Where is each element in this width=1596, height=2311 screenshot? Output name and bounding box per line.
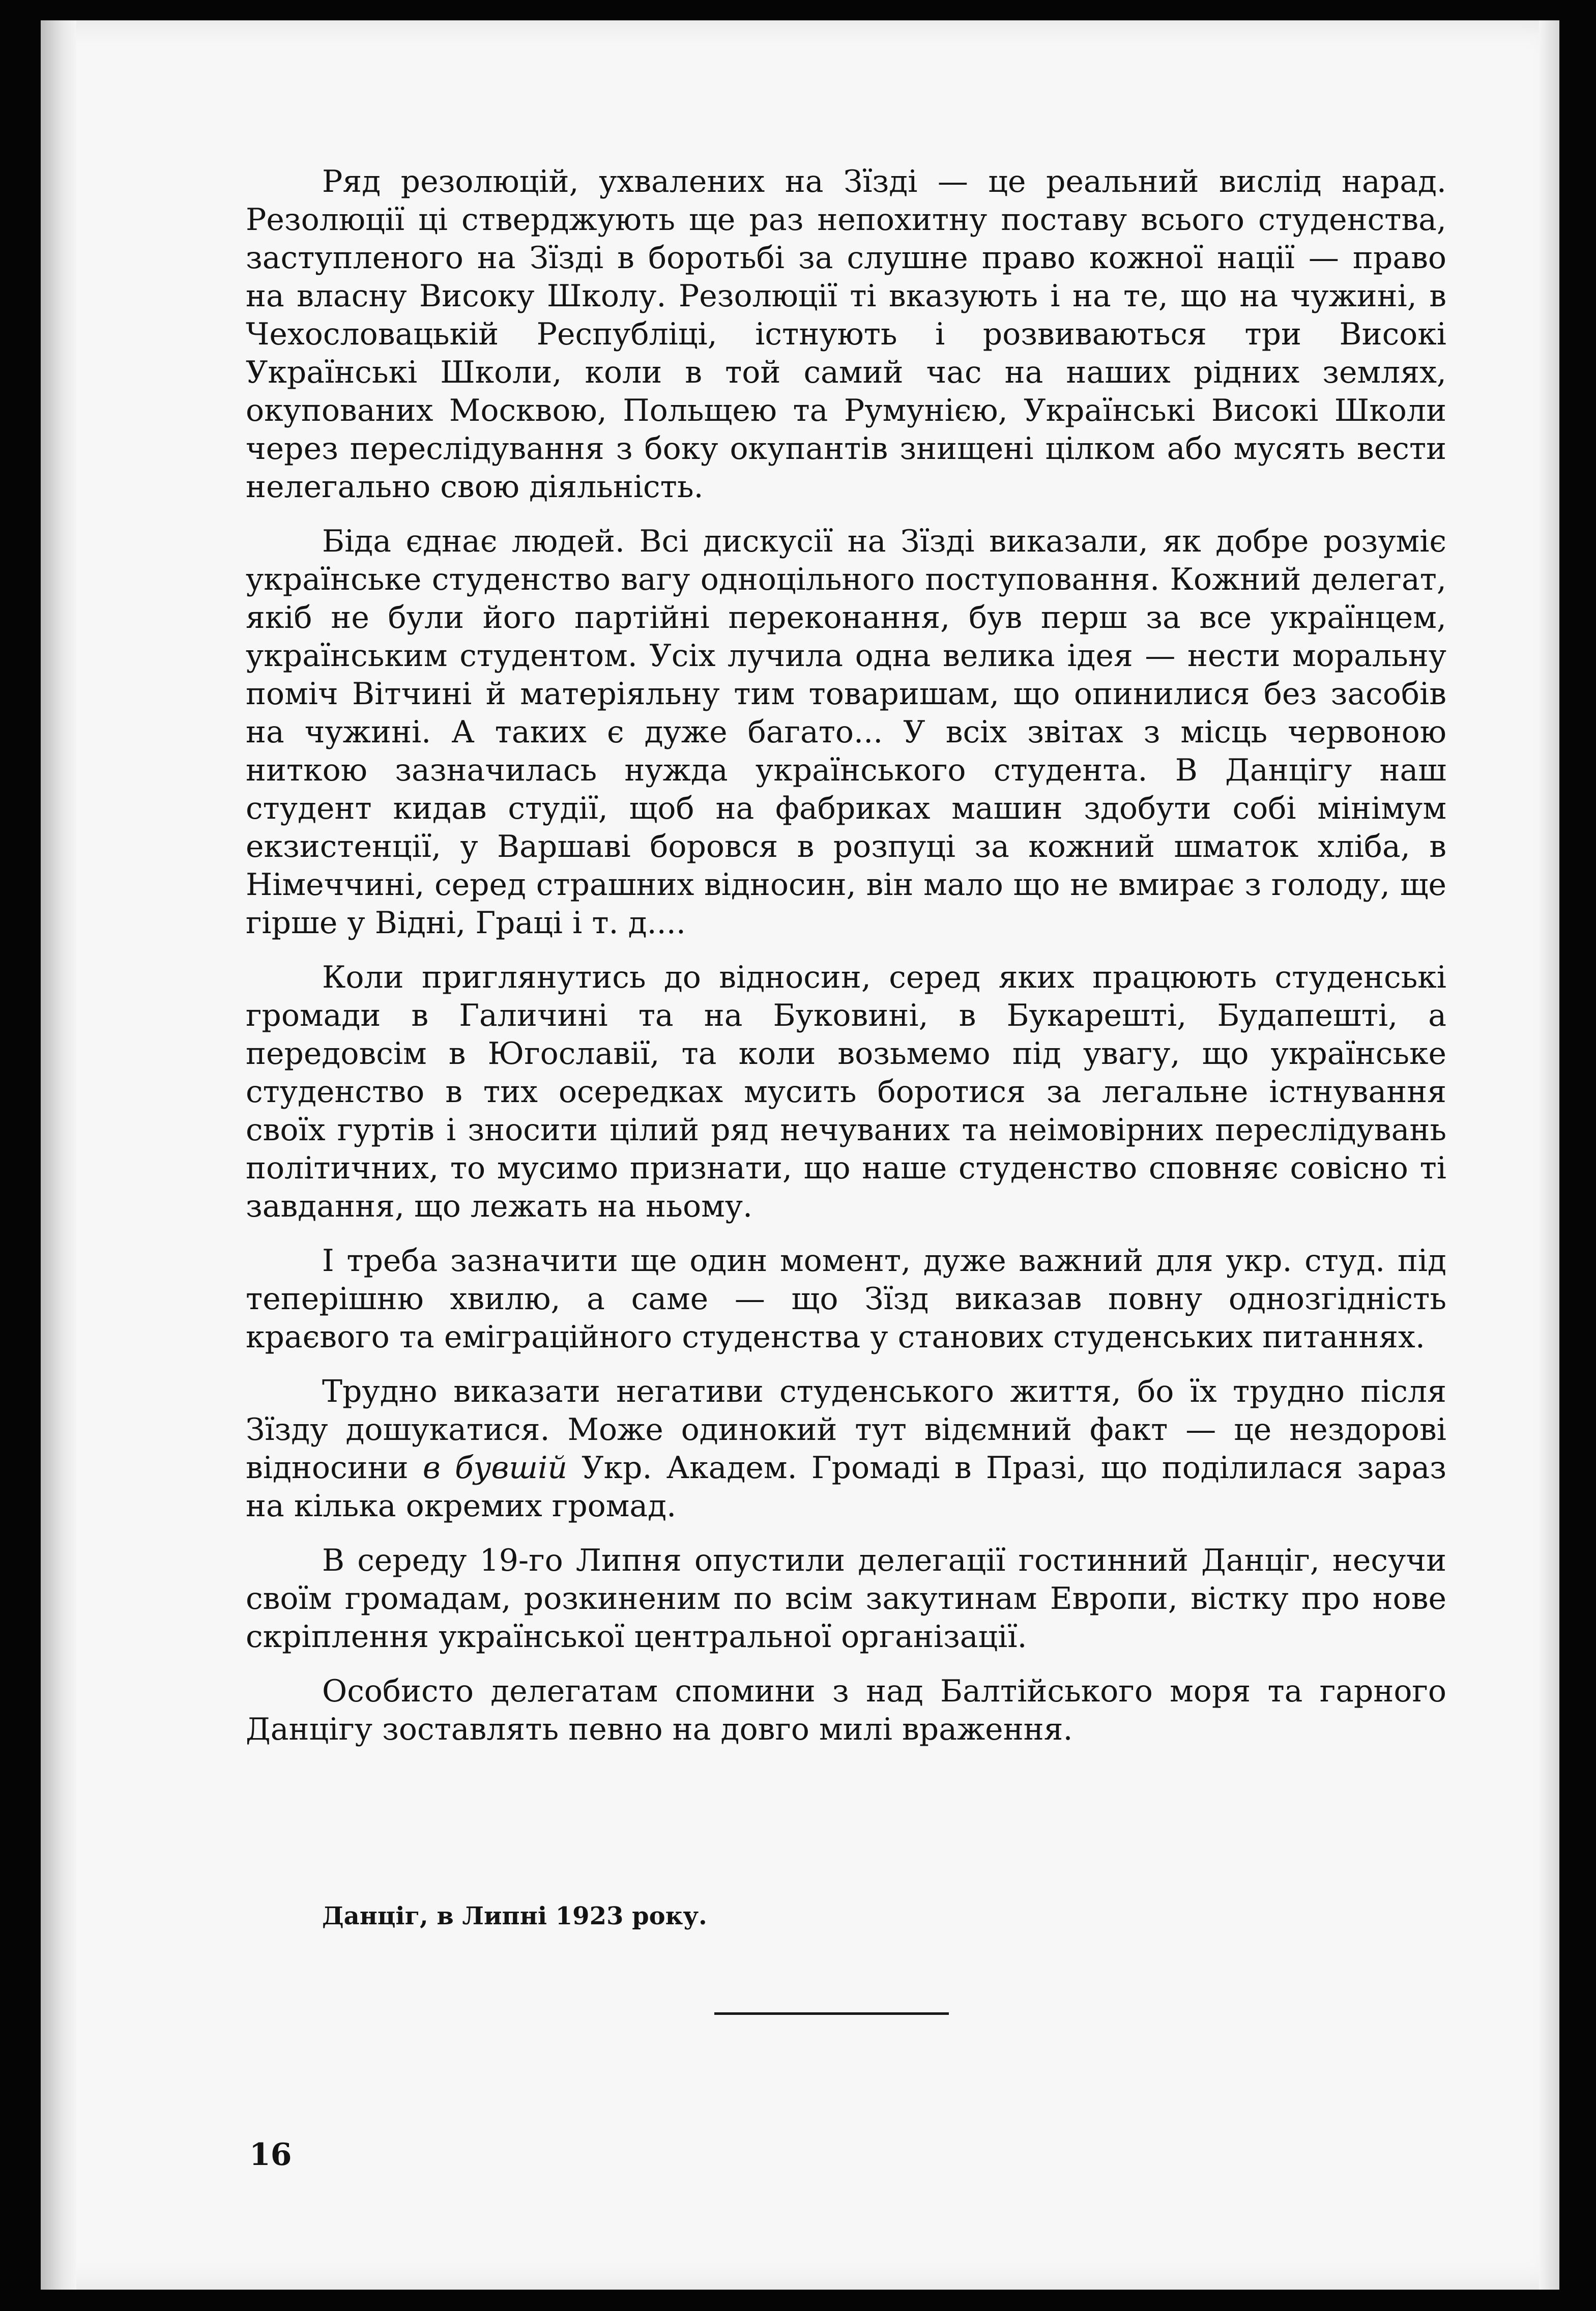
place-date-signoff: Данціг, в Липні 1923 року. xyxy=(322,1902,707,1930)
paragraph-negatives-italic: в бувшій xyxy=(422,1450,567,1486)
paragraph-unity: Біда єднає людей. Всі дискусії на Зїзді виказали, як добре розуміє українське студенство вагу одноцільного поступовання. Кожний делегат, якіб не були його партійні переконання, був перш за все українцем, українським студентом. Усіх лучила одна велика ідея — нести моральну поміч Вітчині й матеріяльну тим товаришам, що опинилися без засобів на чужині. А таких є дуже багато... У всіх звітах з місць червоною ниткою зазначилась нужда українського студента. В Данцігу наш студент кидав студії, щоб на фабриках машин здобути собі мінімум екзистенції, у Варшаві боровся в розпуці за кожний шматок хліба, в Німеччині, серед страшних відносин, він мало що не вмирає з голоду, ще гірше у Відні, Граці і т. д.... xyxy=(246,524,1446,941)
body-text xyxy=(246,163,1446,1765)
closing-rule xyxy=(714,2012,949,2015)
paragraph-negatives xyxy=(246,1373,1446,1525)
page-number: 16 xyxy=(249,2137,292,2173)
paragraph-negatives-start: Трудно виказати негативи студенського життя, бо їх трудно після Зїзду дошукатися. Може одинокий тут відємний факт — це нездорові відносини xyxy=(246,1374,1446,1486)
paragraph-agreement: І треба зазначити ще один момент, дуже важний для укр. студ. під теперішню хвилю, а саме — що Зїзд виказав повну однозгідність краєвого та еміграційного студенства у станових студенських питаннях. xyxy=(246,1243,1446,1355)
paragraph-resolutions: Ряд резолюцій, ухвалених на Зїзді — це реальний вислід нарад. Резолюції ці стверджують ще раз непохитну поставу всього студенства, заступленого на Зїзді в боротьбі за слушне право кожної нації — право на власну Високу Школу. Резолюції ті вказують і на те, що на чужині, в Чехословацькій Республіці, істнують і розвиваються три Високі Українські Школи, коли в той самий час на наших рідних землях, окупованих Москвою, Польщею та Румунією, Українські Високі Школи через переслідування з боку окупантів знищені цілком або мусять вести нелегально свою діяльність. xyxy=(246,164,1446,505)
page-left-edge xyxy=(41,20,76,2290)
paragraph-memories: Особисто делегатам спомини з над Балтійського моря та гарного Данцігу зоставлять певно на довго милі враження. xyxy=(246,1673,1446,1747)
page-right-edge xyxy=(1539,20,1559,2290)
paragraph-communities: Коли приглянутись до відносин, серед яких працюють студенські громади в Галичині та на Буковині, в Букарешті, Будапешті, а передовсім в Югославії, та коли возьмемо під увагу, що українське студенство в тих осередках мусить боротися за легальне істнування своїх гуртів і зносити цілий ряд нечуваних та неімовірних переслідувань політичних, то мусимо признати, що наше студенство сповняє совісно ті завдання, що лежать на ньому. xyxy=(246,960,1446,1224)
paragraph-negatives-end: Укр. Академ. Громаді в Празі, що поділилася зараз на кілька окремих громад. xyxy=(246,1450,1447,1524)
paragraph-departure: В середу 19-го Липня опустили делегації гостинний Данціг, несучи своїм громадам, розкиненим по всім закутинам Европи, вістку про нове скріплення української центральної організації. xyxy=(246,1543,1446,1655)
